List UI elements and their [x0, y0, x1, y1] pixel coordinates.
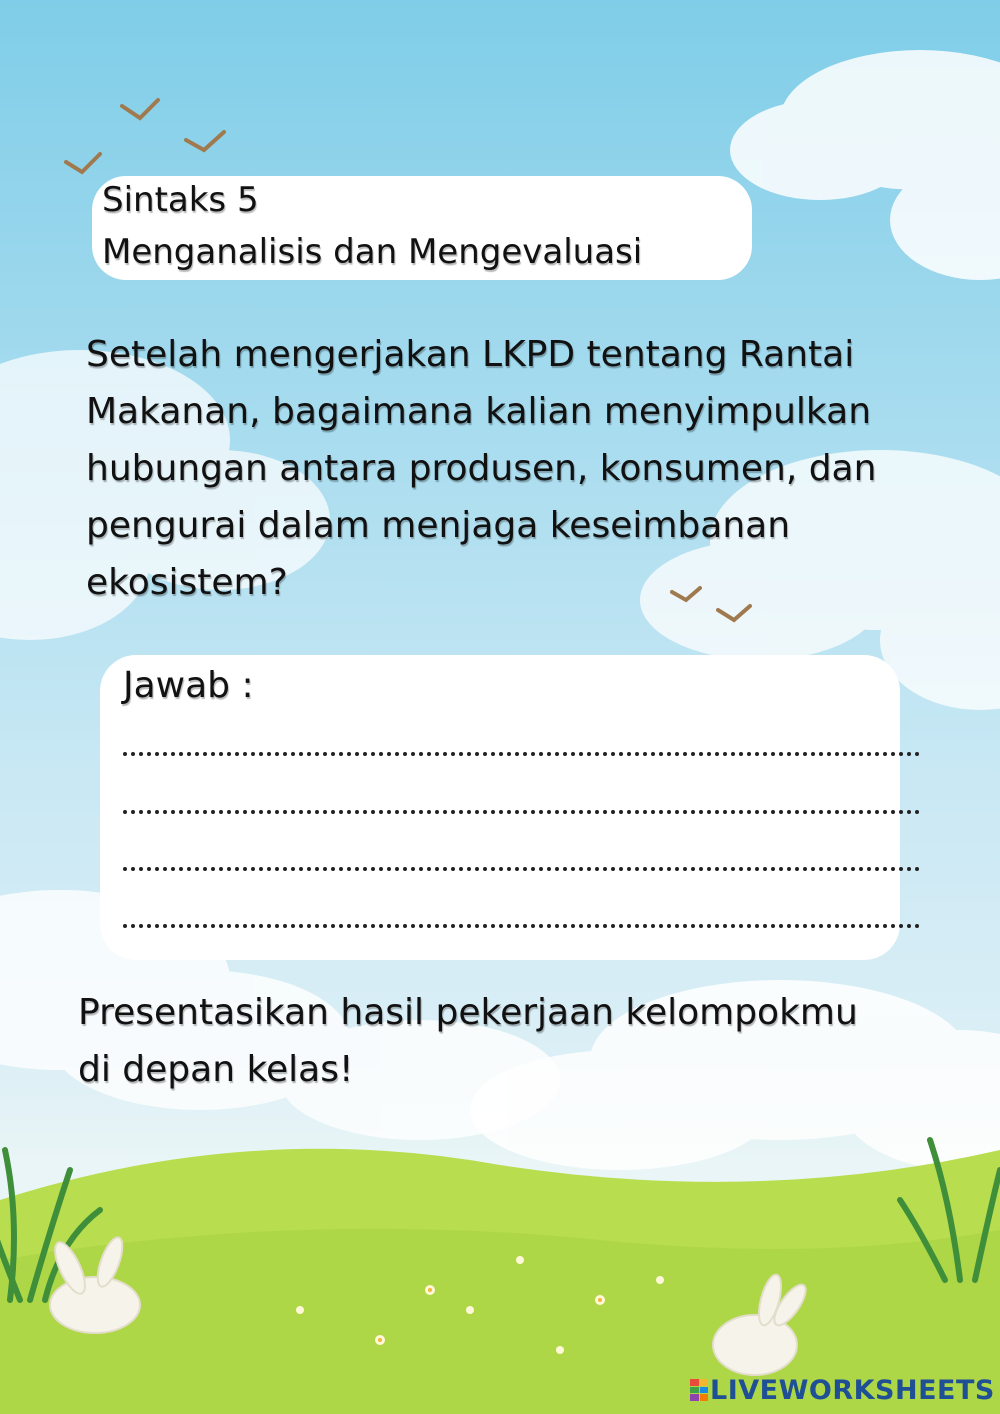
answer-line-2[interactable] — [123, 810, 920, 814]
question-line: pengurai dalam menjaga keseimbanan — [86, 505, 791, 546]
liveworksheets-logo-icon — [690, 1379, 708, 1401]
instruction-text — [78, 984, 958, 1098]
instruction-line: di depan kelas! — [78, 1049, 354, 1090]
cloud-icon — [730, 50, 1000, 280]
answer-line-1[interactable] — [123, 752, 920, 756]
question-line: Makanan, bagaimana kalian menyimpulkan — [86, 391, 872, 432]
question-line: hubungan antara produsen, konsumen, dan — [86, 448, 877, 489]
question-line: ekosistem? — [86, 562, 288, 603]
brand-name: LIVEWORKSHEETS — [710, 1374, 995, 1406]
syntax-label: Sintaks 5 — [102, 180, 259, 220]
answer-label: Jawab : — [123, 665, 254, 706]
liveworksheets-brand[interactable] — [690, 1374, 995, 1406]
answer-line-3[interactable] — [123, 867, 920, 871]
answer-line-4[interactable] — [123, 924, 920, 928]
question-line: Setelah mengerjakan LKPD tentang Rantai — [86, 334, 855, 375]
instruction-line: Presentasikan hasil pekerjaan kelompokmu — [78, 992, 858, 1033]
syntax-title: Menganalisis dan Mengevaluasi — [102, 232, 643, 272]
question-text — [86, 326, 946, 611]
